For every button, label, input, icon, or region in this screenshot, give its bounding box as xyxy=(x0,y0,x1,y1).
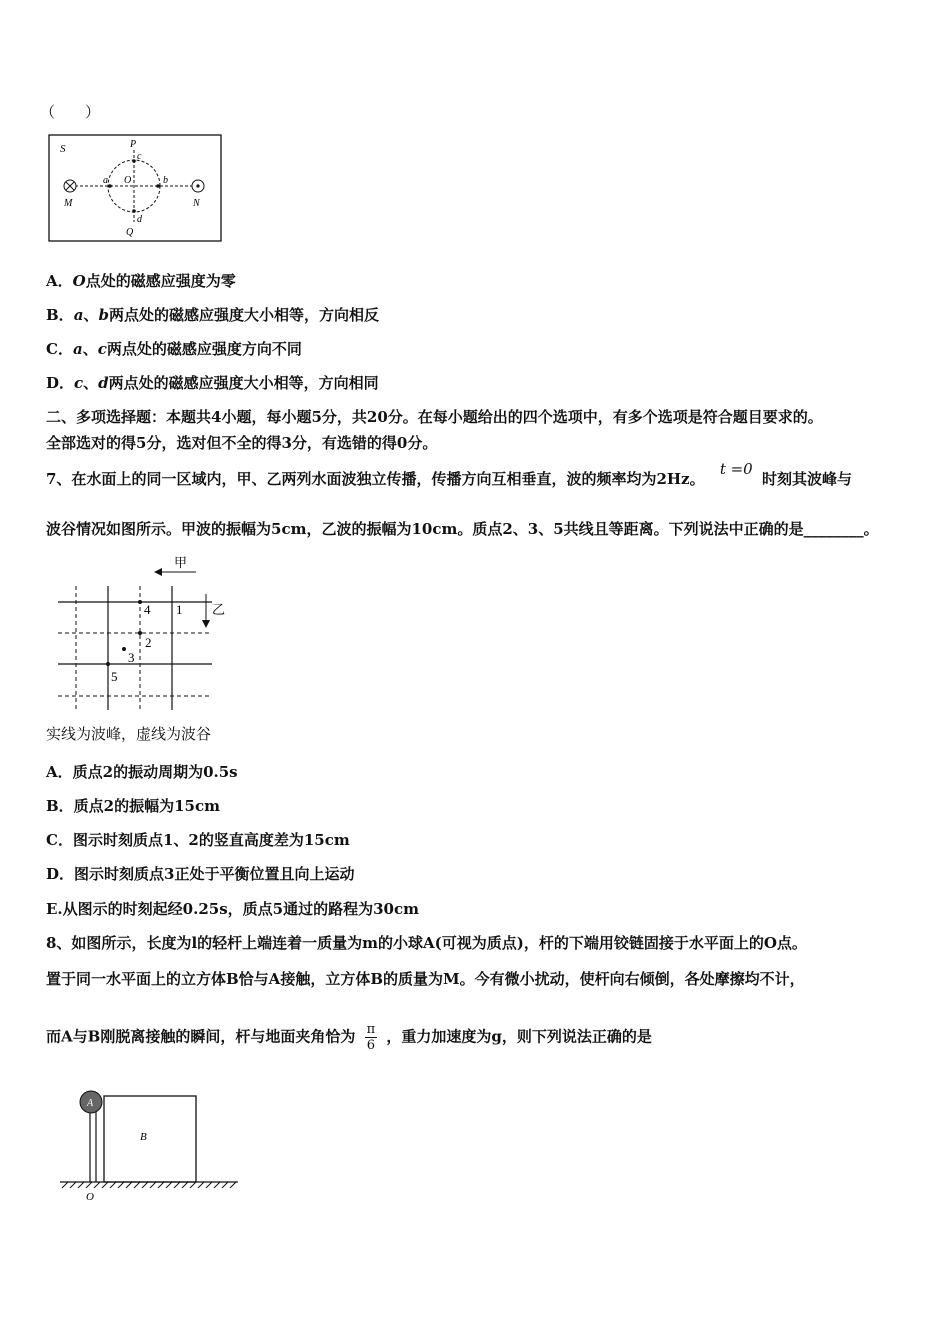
label-b: b xyxy=(163,175,168,186)
point-c xyxy=(132,159,136,163)
label-1: 1 xyxy=(176,602,183,617)
label-4: 4 xyxy=(144,602,151,617)
q7-option-e: E.从图示的时刻起经0.25s，质点5通过的路程为30cm xyxy=(46,900,419,918)
block-B xyxy=(104,1096,196,1182)
ground-hatch xyxy=(62,1182,236,1188)
point-3 xyxy=(122,647,126,651)
q8-line3: 而A与B刚脱离接触的瞬间，杆与地面夹角恰为 $\frac{\pi}{6}$ ，重力加速度为g，则下列说法正确的是 xyxy=(46,1022,652,1053)
q8-line1: 8、如图所示，长度为l的轻杆上端连着一质量为m的小球A(可视为质点)，杆的下端用铰链固接于水平面上的O点。 xyxy=(46,934,807,952)
label-N: N xyxy=(193,198,200,209)
label-S: S xyxy=(60,143,66,155)
q7-option-a: A．质点2的振动周期为0.5s xyxy=(46,763,238,781)
q7-line1: 7、在水面上的同一区域内，甲、乙两列水面波独立传播，传播方向互相垂直，波的频率均为2Hz。 t =0 时刻其波峰与 xyxy=(46,460,852,488)
arrow-down-icon xyxy=(202,620,210,628)
point-a xyxy=(108,184,112,188)
label-c: c xyxy=(137,151,142,162)
q7-option-b: B．质点2的振幅为15cm xyxy=(46,797,220,815)
q6-option-d: D．c、d两点处的磁感应强度大小相等，方向相同 xyxy=(46,374,379,392)
label-2: 2 xyxy=(145,635,152,650)
label-P: P xyxy=(130,139,137,150)
answer-paren: （ ） xyxy=(40,103,101,121)
section2-line1: 二、多项选择题：本题共4小题，每小题5分，共20分。在每小题给出的四个选项中，有多个选项是符合题目要求的。 xyxy=(46,408,823,426)
label-O-point: O xyxy=(86,1191,94,1203)
label-B: B xyxy=(140,1131,147,1143)
fraction-pi-over-6: $\frac{\pi}{6}$ xyxy=(366,1022,376,1053)
q7-option-d: D．图示时刻质点3正处于平衡位置且向上运动 xyxy=(46,865,355,883)
q6-option-b: B．a、b两点处的磁感应强度大小相等，方向相反 xyxy=(46,306,379,324)
label-5: 5 xyxy=(111,669,118,684)
point-2 xyxy=(138,631,142,635)
point-b xyxy=(156,184,160,188)
point-5 xyxy=(106,662,110,666)
label-M: M xyxy=(64,198,73,209)
label-jia: 甲 xyxy=(174,555,188,570)
label-3: 3 xyxy=(128,650,135,665)
q8-line2: 置于同一水平面上的立方体B恰与A接触，立方体B的质量为M。今有微小扰动，使杆向右倾倒，各处摩擦均不计， xyxy=(46,970,805,988)
magnetic-field-figure xyxy=(46,132,226,244)
arrow-left-icon xyxy=(154,568,162,576)
rod-block-figure xyxy=(46,1080,256,1204)
label-O: O xyxy=(124,175,132,186)
label-Q: Q xyxy=(126,227,134,238)
label-yi: 乙 xyxy=(212,602,226,617)
label-A: A xyxy=(87,1098,94,1109)
point-4 xyxy=(138,600,142,604)
q6-option-a: A．O点处的磁感应强度为零 xyxy=(46,272,236,290)
figure-caption: 实线为波峰，虚线为波谷 xyxy=(46,725,212,743)
section2-line2: 全部选对的得5分，选对但不全的得3分，有选错的得0分。 xyxy=(46,434,438,452)
t-equals-zero: t =0 xyxy=(719,460,753,478)
q6-option-c: C．a、c两点处的磁感应强度方向不同 xyxy=(46,340,302,358)
label-d: d xyxy=(137,214,142,225)
wave-grid-figure xyxy=(56,550,236,720)
point-d xyxy=(132,209,136,213)
q7-line2: 波谷情况如图所示。甲波的振幅为5cm，乙波的振幅为10cm。质点2、3、5共线且等距离。下列说法中正确的是________。 xyxy=(46,520,879,538)
q7-option-c: C．图示时刻质点1、2的竖直高度差为15cm xyxy=(46,831,350,849)
label-a: a xyxy=(103,175,108,186)
